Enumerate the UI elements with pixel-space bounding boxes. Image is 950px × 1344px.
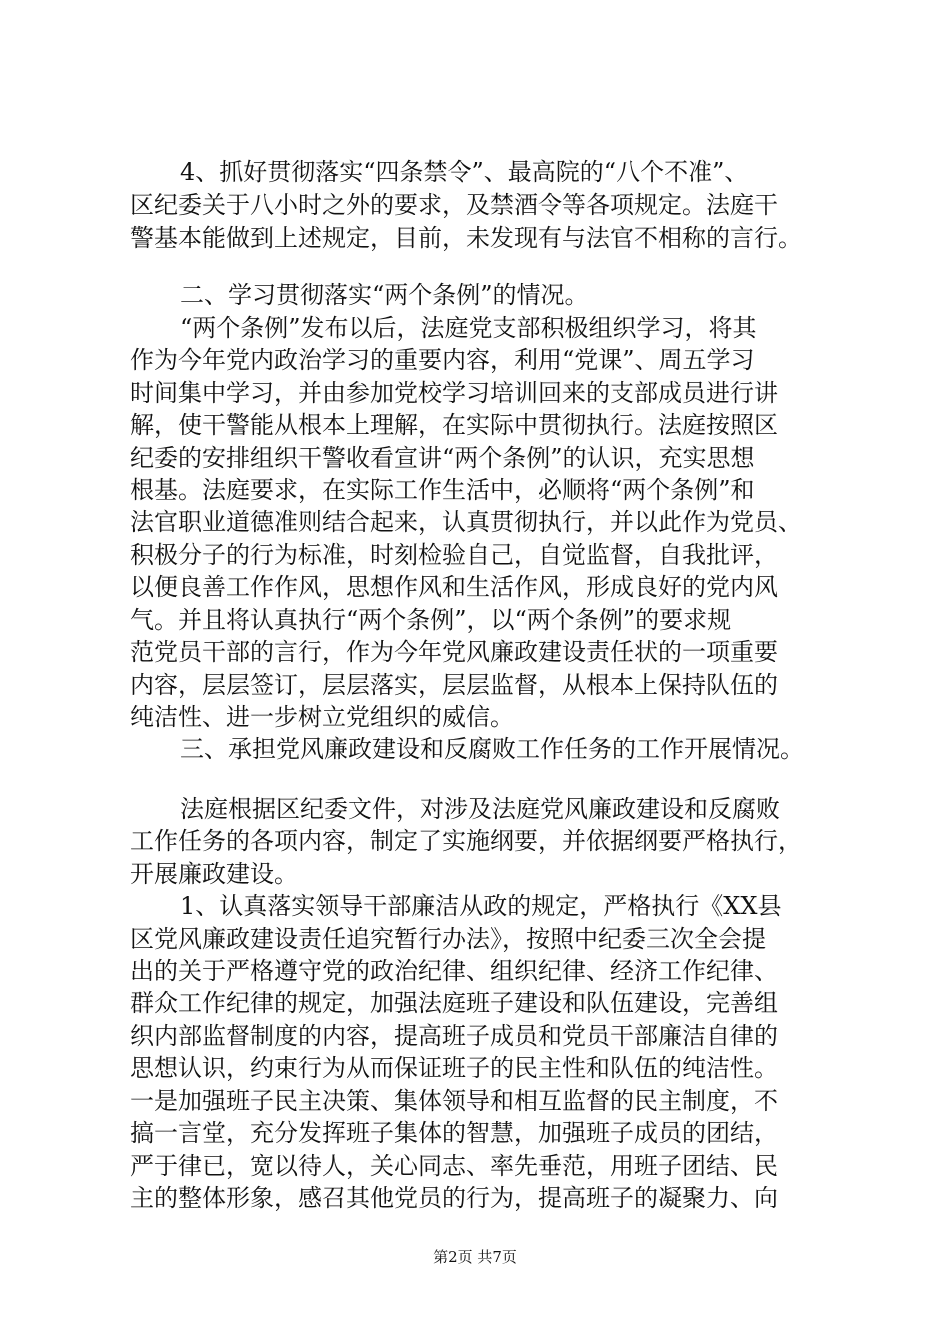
paragraph-6-line-6: 思想认识，约束行为从而保证班子的民主性和队伍的纯洁性。: [130, 1054, 778, 1083]
paragraph-3-line-1: “两个条例”发布以后，法庭党支部积极组织学习，将其: [180, 313, 757, 342]
paragraph-3-line-11: 范党员干部的言行，作为今年党风廉政建设责任状的一项重要: [130, 638, 778, 667]
paragraph-3-line-3: 时间集中学习，并由参加党校学习培训回来的支部成员进行讲: [130, 378, 778, 407]
page-footer: 第2页 共7页: [433, 1248, 517, 1266]
paragraph-6-line-7: 一是加强班子民主决策、集体领导和相互监督的民主制度，不: [130, 1086, 778, 1115]
paragraph-6-line-10: 主的整体形象，感召其他党员的行为，提高班子的凝聚力、向: [130, 1184, 778, 1212]
paragraph-6-line-4: 群众工作纪律的规定，加强法庭班子建设和队伍建设，完善组: [130, 989, 778, 1018]
paragraph-5-line-2: 工作任务的各项内容，制定了实施纲要，并依据纲要严格执行，: [130, 827, 802, 856]
paragraph-3-line-9: 以便良善工作作风，思想作风和生活作风，形成良好的党内风: [130, 573, 778, 602]
paragraph-3-line-12: 内容，层层签订，层层落实，层层监督，从根本上保持队伍的: [130, 670, 778, 699]
paragraph-3-line-7: 法官职业道德准则结合起来，认真贯彻执行，并以此作为党员、: [130, 508, 802, 537]
paragraph-3-line-5: 纪委的安排组织干警收看宣讲“两个条例”的认识，充实思想: [130, 443, 755, 472]
paragraph-3-line-8: 积极分子的行为标准，时刻检验自己，自觉监督，自我批评，: [130, 540, 778, 569]
paragraph-5-line-3: 开展廉政建设。: [130, 859, 298, 888]
paragraph-2-line-1: 二、学习贯彻落实“两个条例”的情况。: [180, 280, 589, 309]
paragraph-1-line-3: 警基本能做到上述规定，目前，未发现有与法官不相称的言行。: [130, 223, 802, 252]
paragraph-5-line-1: 法庭根据区纪委文件，对涉及法庭党风廉政建设和反腐败: [180, 794, 780, 823]
paragraph-1-line-1: 4、抓好贯彻落实“四条禁令”、最高院的“八个不准”、: [180, 158, 749, 186]
paragraph-4-line-1: 三、承担党风廉政建设和反腐败工作任务的工作开展情况。: [180, 735, 804, 764]
paragraph-6-line-3: 出的关于严格遵守党的政治纪律、组织纪律、经济工作纪律、: [130, 957, 778, 985]
paragraph-3-line-4: 解，使干警能从根本上理解，在实际中贯彻执行。法庭按照区: [130, 411, 778, 440]
paragraph-6-line-8: 搞一言堂，充分发挥班子集体的智慧，加强班子成员的团结，: [130, 1119, 778, 1148]
paragraph-6-line-9: 严于律已，宽以待人，关心同志、率先垂范，用班子团结、民: [130, 1151, 778, 1180]
paragraph-6-line-1: 1、认真落实领导干部廉洁从政的规定，严格执行《XX县: [180, 892, 782, 921]
paragraph-6-line-2: 区党风廉政建设责任追究暂行办法》，按照中纪委三次全会提: [130, 924, 766, 953]
paragraph-6-line-5: 织内部监督制度的内容，提高班子成员和党员干部廉洁自律的: [130, 1021, 778, 1050]
paragraph-1-line-2: 区纪委关于八小时之外的要求，及禁酒令等各项规定。法庭干: [130, 191, 778, 220]
paragraph-3-line-6: 根基。法庭要求，在实际工作生活中，必顺将“两个条例”和: [130, 475, 755, 504]
paragraph-3-line-13: 纯洁性、进一步树立党组织的威信。: [130, 702, 514, 731]
paragraph-3-line-10: 气。并且将认真执行“两个条例”，以“两个条例”的要求规: [130, 605, 732, 634]
paragraph-3-line-2: 作为今年党内政治学习的重要内容，利用“党课”、周五学习: [130, 346, 755, 375]
